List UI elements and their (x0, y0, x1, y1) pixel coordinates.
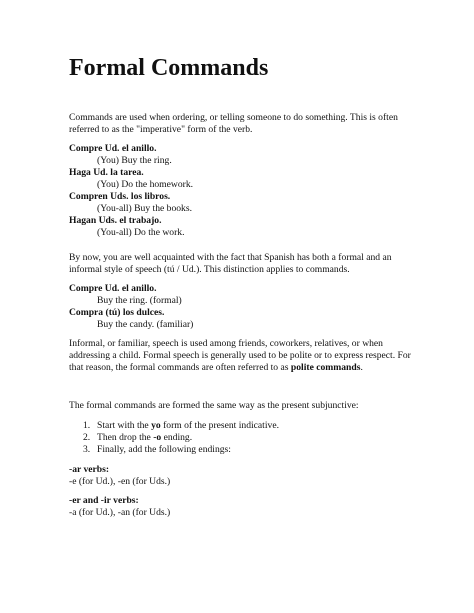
example-translation: (You-all) Do the work. (97, 227, 185, 238)
step-text (97, 432, 192, 444)
formation-intro: The formal commands are formed the same way as the present subjunctive: (69, 400, 359, 411)
example-translation: Buy the candy. (familiar) (97, 319, 194, 330)
example-command: Compre Ud. el anillo. (69, 143, 157, 154)
er-ir-verbs-heading: -er and -ir verbs: (69, 495, 139, 506)
step-text (97, 444, 231, 456)
imperative-term: "imperative" (136, 124, 185, 135)
step-text-pre: Then drop the (97, 432, 154, 443)
step-number: 1. (83, 420, 91, 431)
usage-line-2: addressing a child. Formal speech is generally used to be polite or to express respect. For (69, 350, 411, 361)
page-title: Formal Commands (69, 55, 269, 81)
step-number: 3. (83, 444, 91, 455)
example-command: Compra (tú) los dulces. (69, 307, 165, 318)
ar-verbs-heading: -ar verbs: (69, 464, 110, 475)
polite-commands-term: polite commands (290, 362, 361, 373)
step-text-bold: -o (153, 432, 162, 443)
usage-text-end: . (360, 362, 363, 373)
step-text-post: form of the present indicative. (160, 420, 279, 431)
step-text (97, 420, 279, 432)
example-translation: Buy the ring. (formal) (97, 295, 182, 306)
example-command: Hagan Uds. el trabajo. (69, 215, 162, 226)
er-ir-verbs-endings: -a (for Ud.), -an (for Uds.) (69, 507, 171, 518)
formal-informal-line-1: By now, you are well acquainted with the fact that Spanish has both a formal and an (69, 252, 392, 263)
intro-text-end: form of the verb. (184, 124, 253, 135)
example-translation: (You-all) Buy the books. (97, 203, 192, 214)
usage-line-1: Informal, or familiar, speech is used among friends, coworkers, relatives, or when (69, 338, 383, 349)
example-command: Haga Ud. la tarea. (69, 167, 144, 178)
example-command: Compre Ud. el anillo. (69, 283, 157, 294)
ar-verbs-endings: -e (for Ud.), -en (for Uds.) (69, 476, 171, 487)
usage-line-3 (69, 362, 363, 374)
example-translation: (You) Do the homework. (97, 179, 194, 190)
intro-line-2 (69, 124, 252, 136)
intro-line-1: Commands are used when ordering, or telling someone to do something. This is often (69, 112, 398, 123)
step-text-post: ending. (161, 432, 193, 443)
step-text-pre: Finally, add the following endings: (97, 444, 231, 455)
example-command: Compren Uds. los libros. (69, 191, 171, 202)
formal-informal-line-2: informal style of speech (tú / Ud.). This distinction applies to commands. (69, 264, 350, 275)
intro-text: referred to as the (69, 124, 137, 135)
step-text-pre: Start with the (97, 420, 152, 431)
example-translation: (You) Buy the ring. (97, 155, 172, 166)
usage-text: that reason, the formal commands are often referred to as (69, 362, 291, 373)
step-text-bold: yo (151, 420, 161, 431)
step-number: 2. (83, 432, 91, 443)
